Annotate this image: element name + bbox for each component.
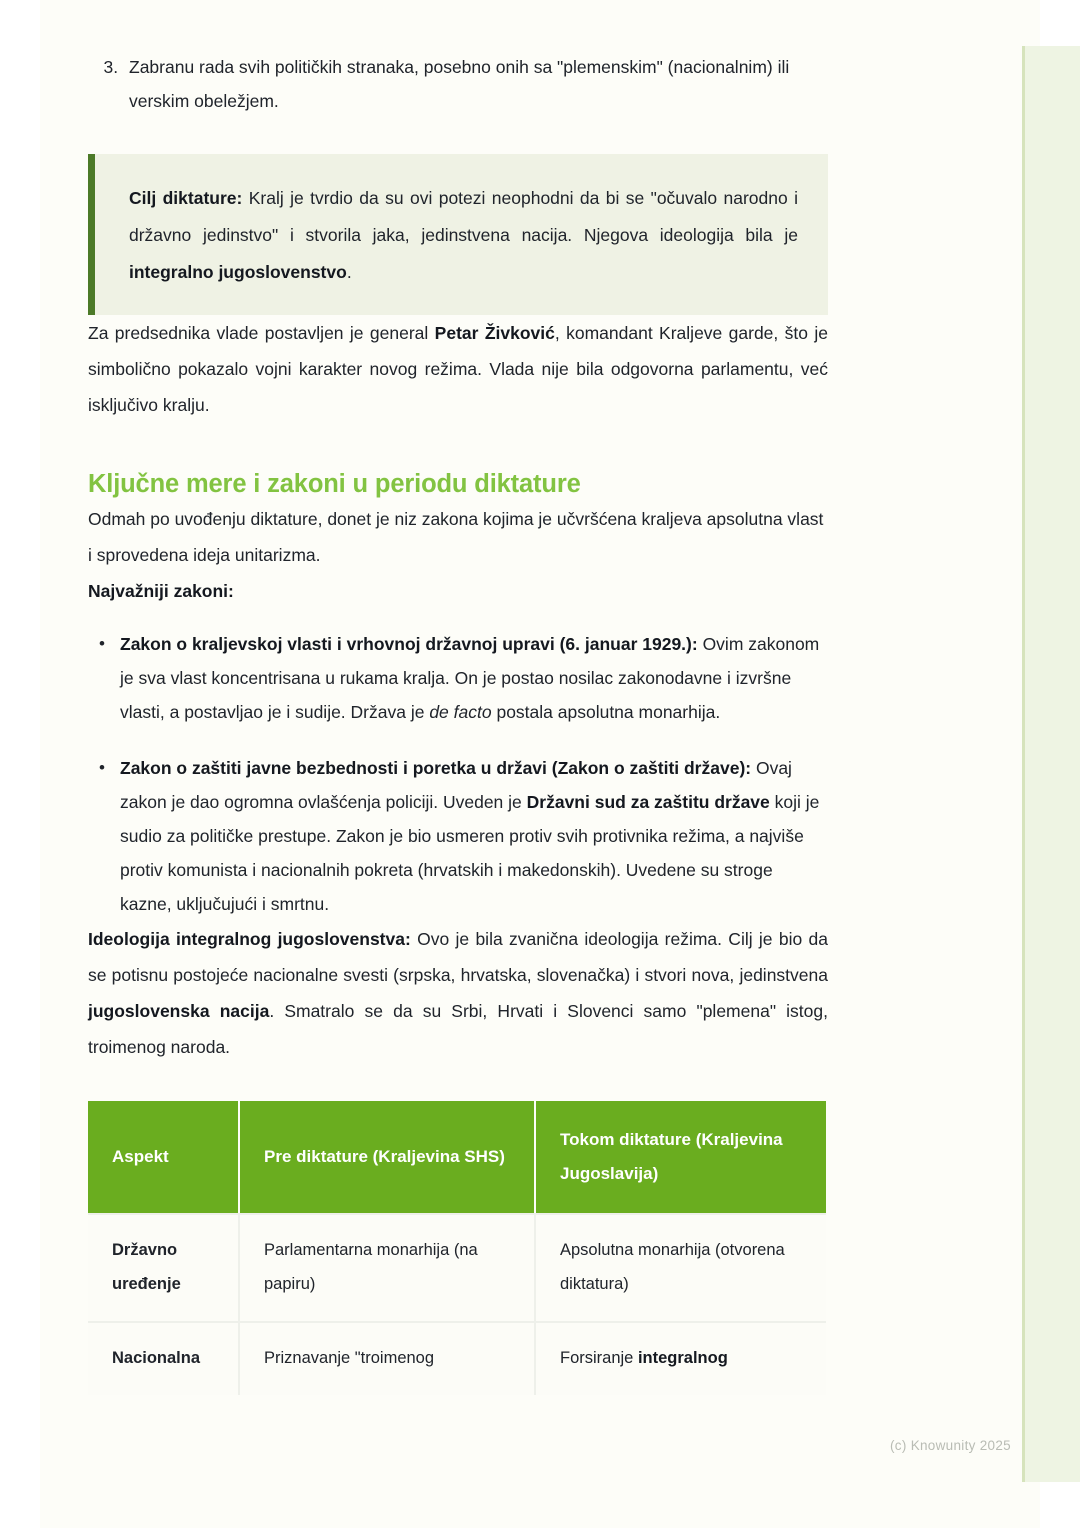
paragraph-zivkovic-name: Petar Živković	[434, 323, 555, 343]
callout-lead: Cilj diktature:	[129, 188, 243, 208]
cell-aspect-2: Nacionalna	[88, 1321, 240, 1395]
paragraph-intro: Odmah po uvođenju diktature, donet je niz zakona kojima je učvršćena kraljeva apsolutna vlast i sprovedena ideja unitarizma.	[88, 509, 824, 565]
law-2-bold-term: Državni sud za zaštitu države	[526, 792, 770, 812]
callout-text	[129, 180, 798, 291]
paragraph-zivkovic-part1: Za predsednika vlade postavljen je general	[88, 323, 435, 343]
document-content	[88, 0, 828, 1395]
callout-bold-term: integralno jugoslovenstvo	[129, 262, 347, 282]
table-row	[88, 1213, 826, 1321]
column-header-aspect: Aspekt	[88, 1101, 240, 1213]
paragraph-ideology	[88, 921, 828, 1065]
cell-during-2-prefix: Forsiranje	[560, 1349, 638, 1367]
paragraph-ideology-part1: Ovo je bila zvanična ideologija režima. Cilj je bio da se potisnu postojeće nacionalne svesti (srpska, hrvatska, slovenačka) i stvori nova, jedinstvena	[88, 929, 828, 985]
paragraph-zivkovic-part2: , komandant Kraljeve garde, što je simbolično pokazalo vojni karakter novog režima. Vlada nije bila odgovorna parlamentu, već isključivo kralju.	[88, 323, 828, 415]
paragraph-ideology-part2: . Smatralo se da su Srbi, Hrvati i Slovenci samo "plemena" istog, troimenog naroda.	[88, 1001, 828, 1057]
law-1-title: Zakon o kraljevskoj vlasti i vrhovnoj državnoj upravi (6. januar 1929.):	[120, 634, 698, 654]
cell-during-2-bold: integralnog	[637, 1349, 728, 1367]
paragraph-zivkovic	[88, 315, 828, 423]
cell-during-1: Apsolutna monarhija (otvorena diktatura)	[536, 1213, 826, 1321]
paragraph-ideology-bold-term: jugoslovenska nacija	[88, 1001, 270, 1021]
list-item-law-1	[120, 627, 828, 729]
paragraph-ideology-lead: Ideologija integralnog jugoslovenstva:	[88, 929, 411, 949]
laws-label	[88, 573, 828, 609]
list-item-law-2	[120, 751, 828, 921]
cell-during-2	[536, 1321, 826, 1395]
law-1-body-2: postala apsolutna monarhija.	[491, 702, 721, 722]
table-body	[88, 1213, 826, 1395]
law-2-body-1: Ovaj zakon je dao ogromna ovlašćenja policiji. Uveden je	[120, 758, 792, 812]
numbered-list-block	[88, 0, 828, 118]
right-edge-panel	[1022, 46, 1080, 1482]
laws-list	[88, 627, 828, 921]
column-header-before: Pre diktature (Kraljevina SHS)	[240, 1101, 536, 1213]
table-row	[88, 1321, 826, 1395]
section-heading-key-measures: Ključne mere i zakoni u periodu diktature	[88, 470, 581, 498]
law-2-body-2: koji je sudio za političke prestupe. Zakon je bio usmeren protiv svih protivnika režima, a najviše protiv komunista i nacionalnih pokreta (hrvatskih i makedonskih). Uvedene su stroge kazne, uključujući i smrtnu.	[120, 792, 820, 914]
laws-label-text: Najvažniji zakoni:	[88, 581, 234, 601]
callout-goal-of-dictatorship	[88, 154, 828, 315]
law-1-italic: de facto	[429, 702, 492, 722]
callout-body-before: Kralj je tvrdio da su ovi potezi neophodni da bi se "očuvalo narodno i državno jedinstvo" i stvorila jaka, jedinstvena nacija. Njegova ideologija bila je	[129, 188, 799, 245]
table-header	[88, 1101, 826, 1213]
cell-aspect-1: Državno uređenje	[88, 1213, 240, 1321]
cell-before-1: Parlamentarna monarhija (na papiru)	[240, 1213, 536, 1321]
callout-body-after: .	[346, 262, 352, 282]
comparison-table	[88, 1101, 826, 1395]
numbered-list	[88, 50, 828, 118]
law-1-body-1: Ovim zakonom je sva vlast koncentrisana u rukama kralja. On je postao nosilac zakonodavne i izvršne vlasti, a postavljao je i sudije. Država je	[120, 634, 820, 722]
copyright-watermark: (c) Knowunity 2025	[890, 1438, 1011, 1453]
law-2-title: Zakon o zaštiti javne bezbednosti i poretka u državi (Zakon o zaštiti države):	[120, 758, 752, 778]
table-header-row	[88, 1101, 826, 1213]
column-header-during: Tokom diktature (Kraljevina Jugoslavija)	[536, 1101, 826, 1213]
cell-before-2: Priznavanje "troimenog	[240, 1321, 536, 1395]
list-item: 3. Zabranu rada svih političkih stranaka, posebno onih sa "plemenskim" (nacionalnim) ili verskim obeležjem.	[123, 50, 828, 118]
